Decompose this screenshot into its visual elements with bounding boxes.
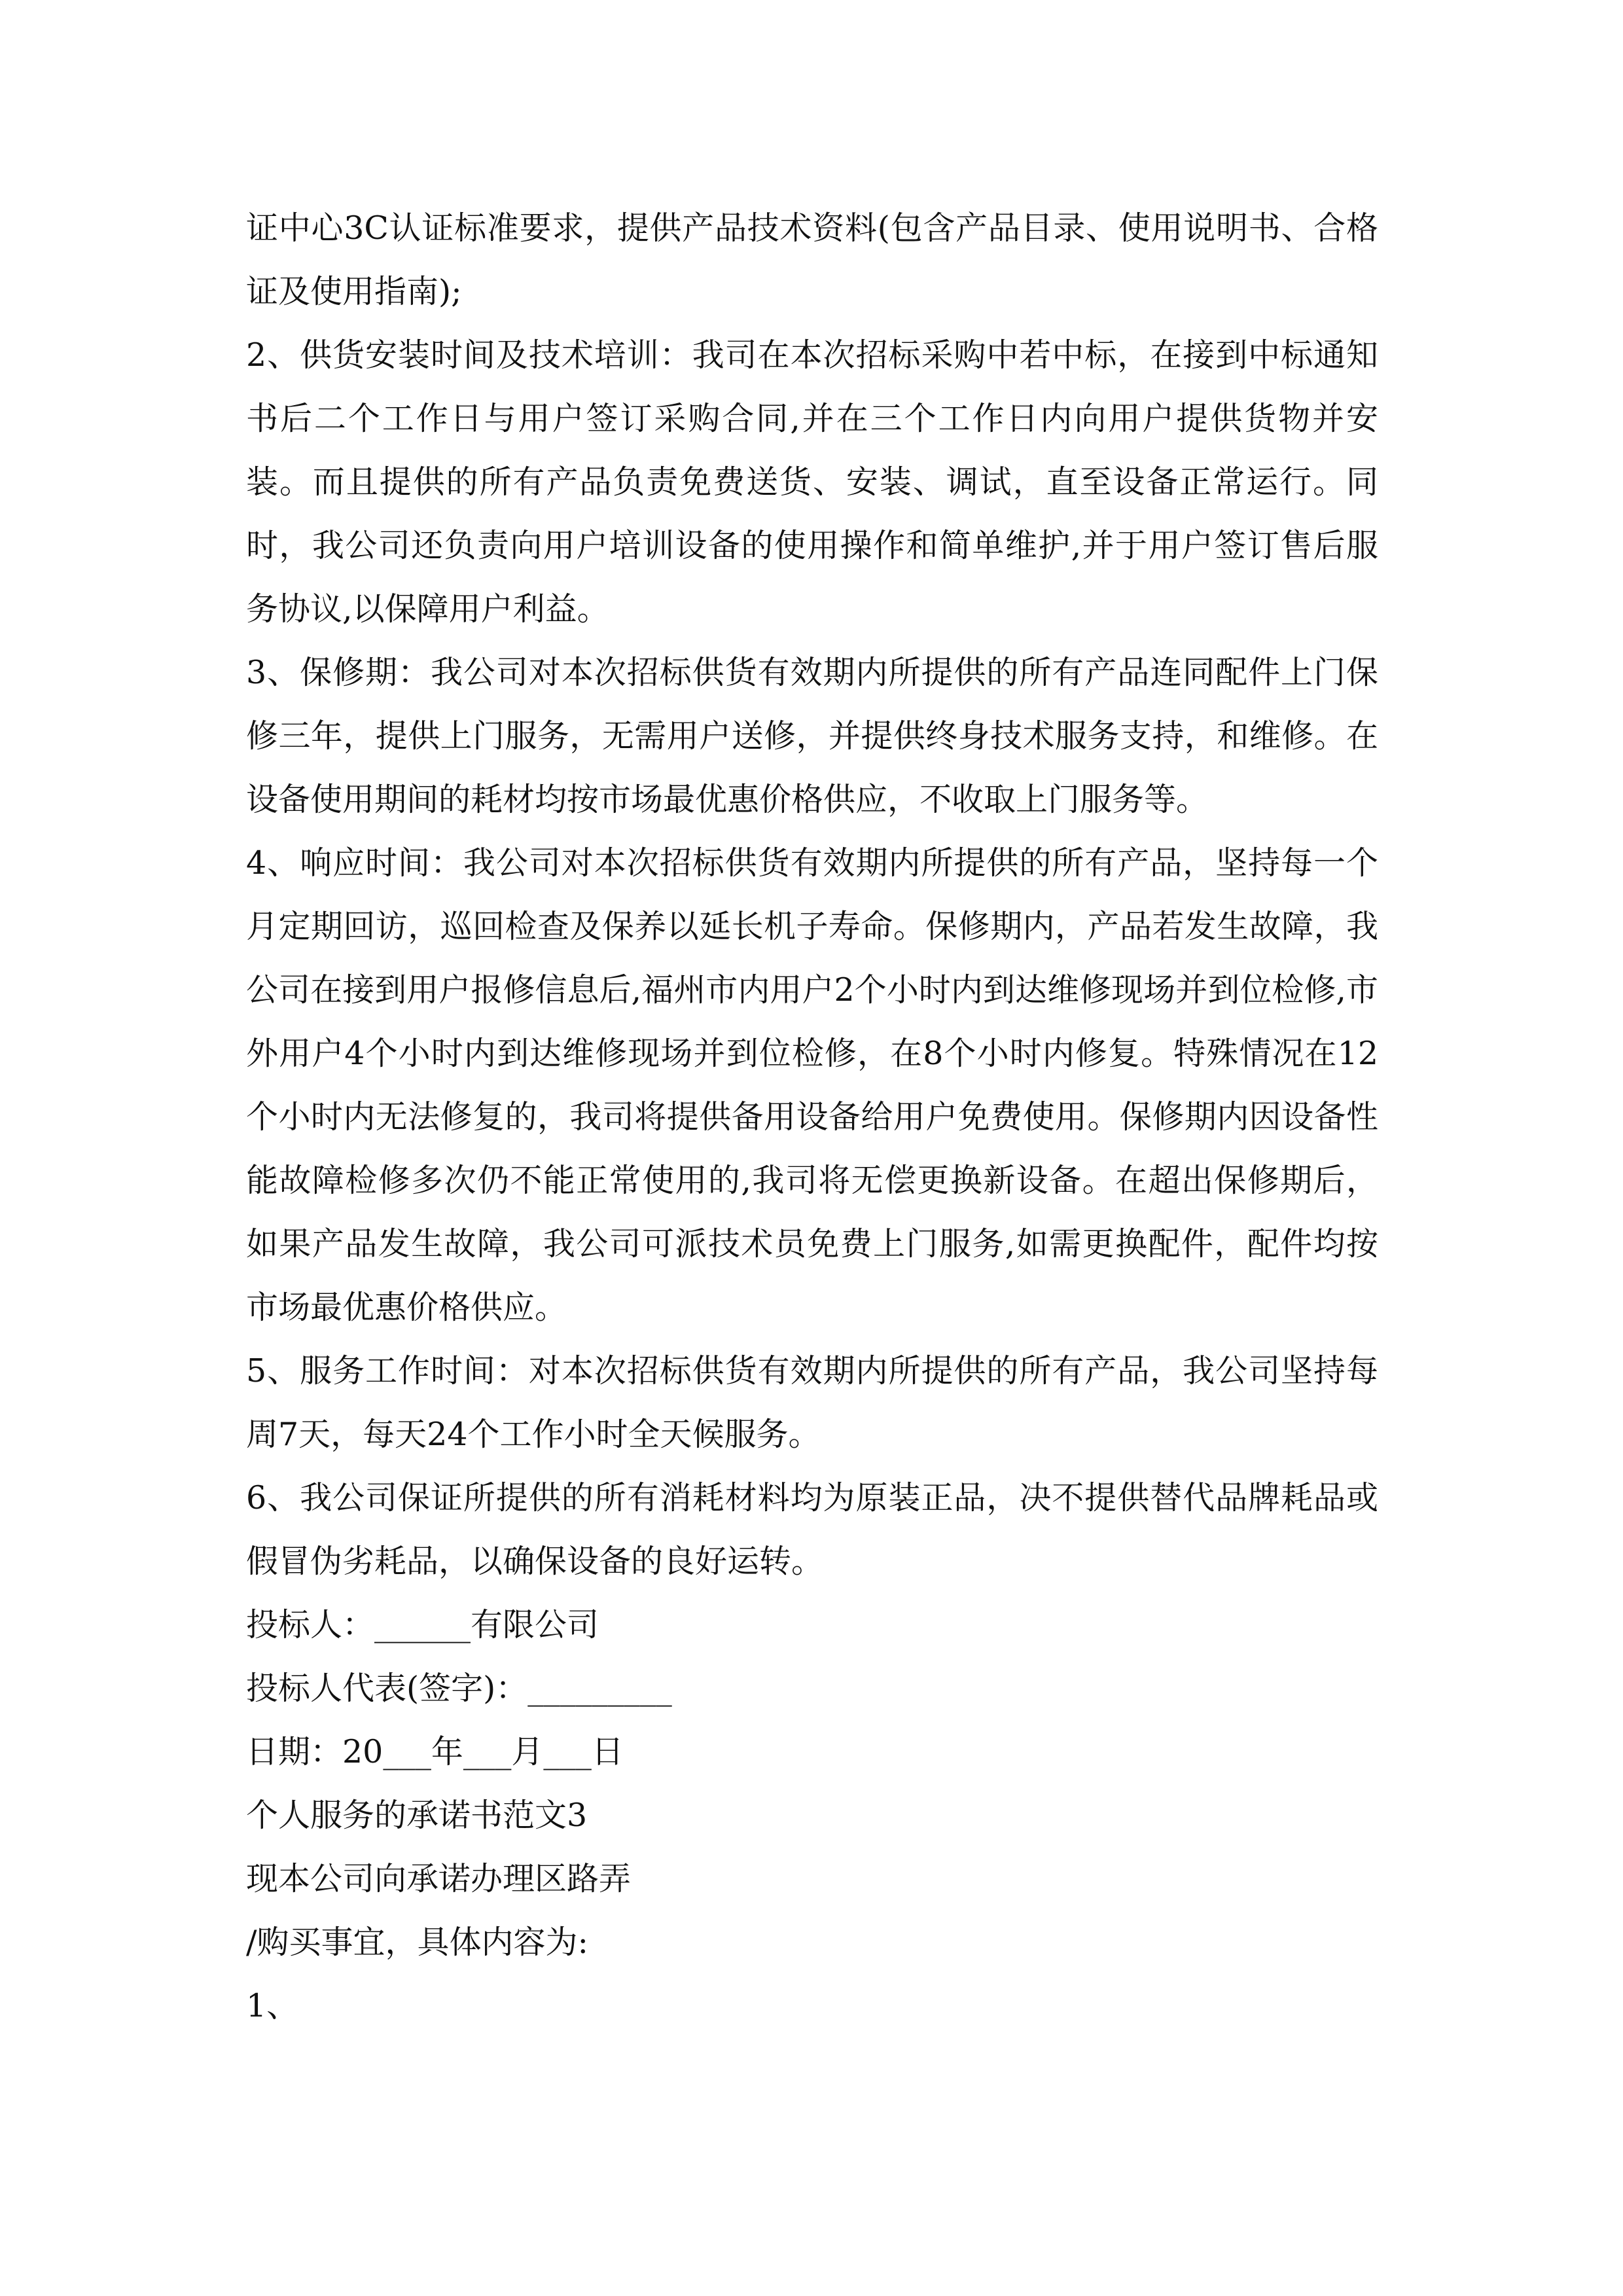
paragraph-consumables: 6、我公司保证所提供的所有消耗材料均为原装正品，决不提供替代品牌耗品或假冒伪劣耗品，以确保设备的良好运转。	[246, 1479, 1378, 1580]
representative-signature-line: 投标人代表(签字)：_________	[246, 1670, 672, 1707]
document-body	[246, 196, 1378, 2037]
list-item-number: 1、	[246, 1987, 299, 2024]
date-line: 日期：20___年___月___日	[246, 1733, 624, 1770]
body-line: /购买事宜，具体内容为:	[246, 1924, 589, 1961]
section-title: 个人服务的承诺书范文3	[246, 1797, 588, 1834]
paragraph-warranty: 3、保修期：我公司对本次招标供货有效期内所提供的所有产品连同配件上门保修三年，提供上门服务，无需用户送修，并提供终身技术服务支持，和维修。在设备使用期间的耗材均按市场最优惠价格供应，不收取上门服务等。	[246, 654, 1378, 818]
paragraph-response-time: 4、响应时间：我公司对本次招标供货有效期内所提供的所有产品，坚持每一个月定期回访，巡回检查及保养以延长机子寿命。保修期内，产品若发生故障，我公司在接到用户报修信息后,福州市内用户2个小时内到达维修现场并到位检修,市外用户4个小时内到达维修现场并到位检修，在8个小时内修复。特殊情况在12个小时内无法修复的，我司将提供备用设备给用户免费使用。保修期内因设备性能故障检修多次仍不能正常使用的,我司将无偿更换新设备。在超出保修期后，如果产品发生故障，我公司可派技术员免费上门服务,如需更换配件，配件均按市场最优惠价格供应。	[246, 844, 1378, 1326]
body-line: 现本公司向承诺办理区路弄	[246, 1860, 632, 1897]
bidder-line: 投标人：______有限公司	[246, 1606, 599, 1643]
paragraph-delivery-training: 2、供货安装时间及技术培训：我司在本次招标采购中若中标，在接到中标通知书后二个工作日与用户签订采购合同,并在三个工作日内向用户提供货物并安装。而且提供的所有产品负责免费送货、安装、调试，直至设备正常运行。同时，我公司还负责向用户培训设备的使用操作和简单维护,并于用户签订售后服务协议,以保障用户利益。	[246, 336, 1378, 628]
paragraph-service-hours: 5、服务工作时间：对本次招标供货有效期内所提供的所有产品，我公司坚持每周7天，每天24个工作小时全天候服务。	[246, 1352, 1378, 1453]
paragraph-certification: 证中心3C认证标准要求，提供产品技术资料(包含产品目录、使用说明书、合格证及使用指南);	[246, 209, 1378, 310]
